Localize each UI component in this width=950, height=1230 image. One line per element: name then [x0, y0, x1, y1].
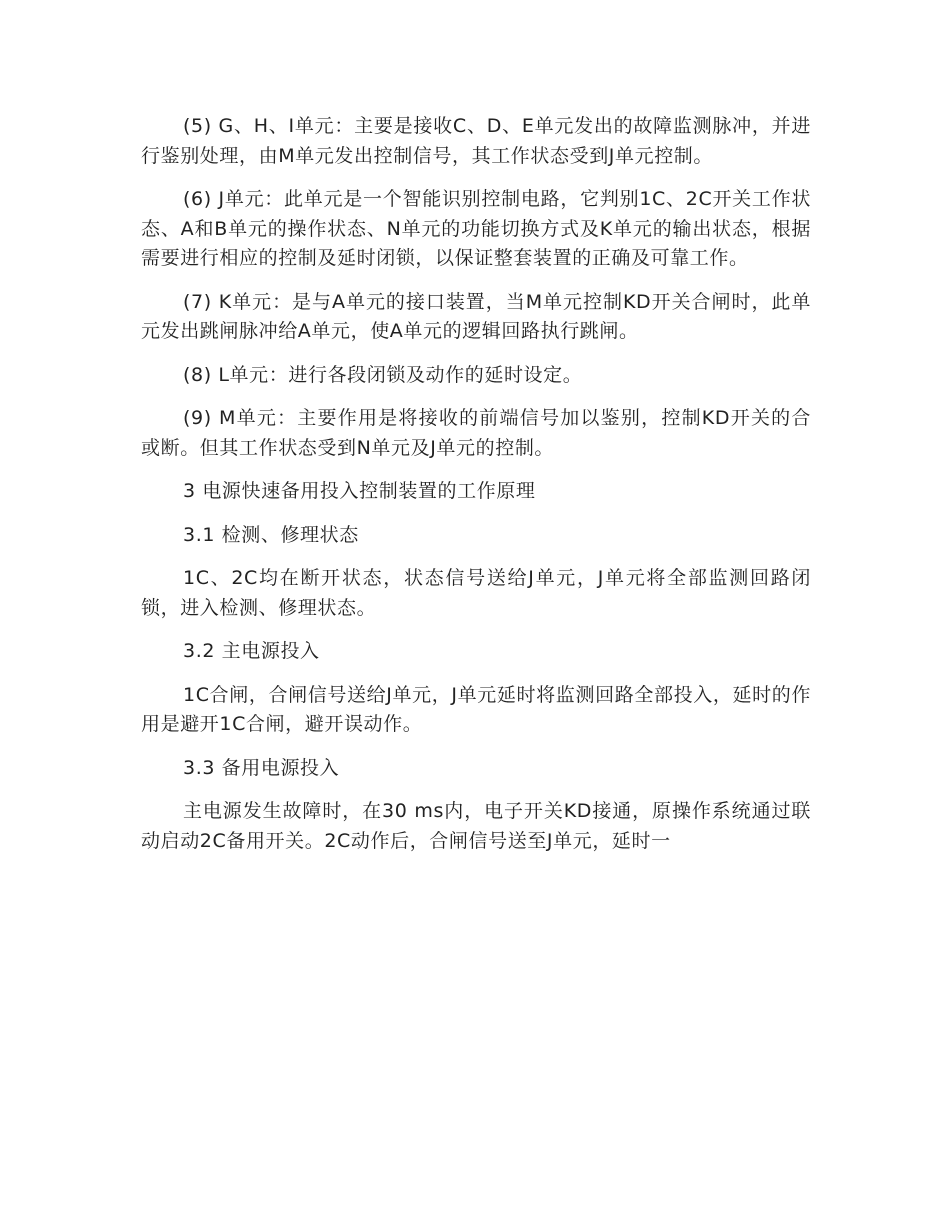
paragraph-unit-l: (8) L单元：进行各段闭锁及动作的延时设定。	[183, 363, 583, 386]
paragraph-unit-k: (7) K单元：是与A单元的接口装置，当M单元控制KD开关合闸时，此单元发出跳闸脉冲给A单元，使A单元的逻辑回路执行跳闸。	[141, 290, 811, 342]
paragraph-unit-m: (9) M单元：主要作用是将接收的前端信号加以鉴别，控制KD开关的合或断。但其工作状态受到N单元及J单元的控制。	[141, 407, 811, 459]
document-body	[141, 112, 811, 870]
paragraph-3-2: 1C合闸，合闸信号送给J单元，J单元延时将监测回路全部投入，延时的作用是避开1C合闸，避开误动作。	[141, 683, 811, 735]
paragraph-unit-ghi: (5) G、H、I单元：主要是接收C、D、E单元发出的故障监测脉冲，并进行鉴别处理，由M单元发出控制信号，其工作状态受到J单元控制。	[141, 115, 811, 167]
paragraph-unit-j: (6) J单元：此单元是一个智能识别控制电路，它判别1C、2C开关工作状态、A和B单元的操作状态、N单元的功能切换方式及K单元的输出状态，根据需要进行相应的控制及延时闭锁，以保证整套装置的正确及可靠工作。	[141, 188, 811, 269]
section-heading-3-1: 3.1 检测、修理状态	[183, 523, 359, 546]
section-heading-3: 3 电源快速备用投入控制装置的工作原理	[183, 480, 536, 502]
section-heading-3-2: 3.2 主电源投入	[183, 640, 320, 662]
paragraph-3-3: 主电源发生故障时，在30 ms内，电子开关KD接通，原操作系统通过联动启动2C备用开关。2C动作后，合闸信号送至J单元，延时一	[141, 800, 811, 852]
section-heading-3-3: 3.3 备用电源投入	[183, 756, 340, 779]
paragraph-3-1: 1C、2C均在断开状态，状态信号送给J单元，J单元将全部监测回路闭锁，进入检测、修理状态。	[141, 567, 811, 619]
